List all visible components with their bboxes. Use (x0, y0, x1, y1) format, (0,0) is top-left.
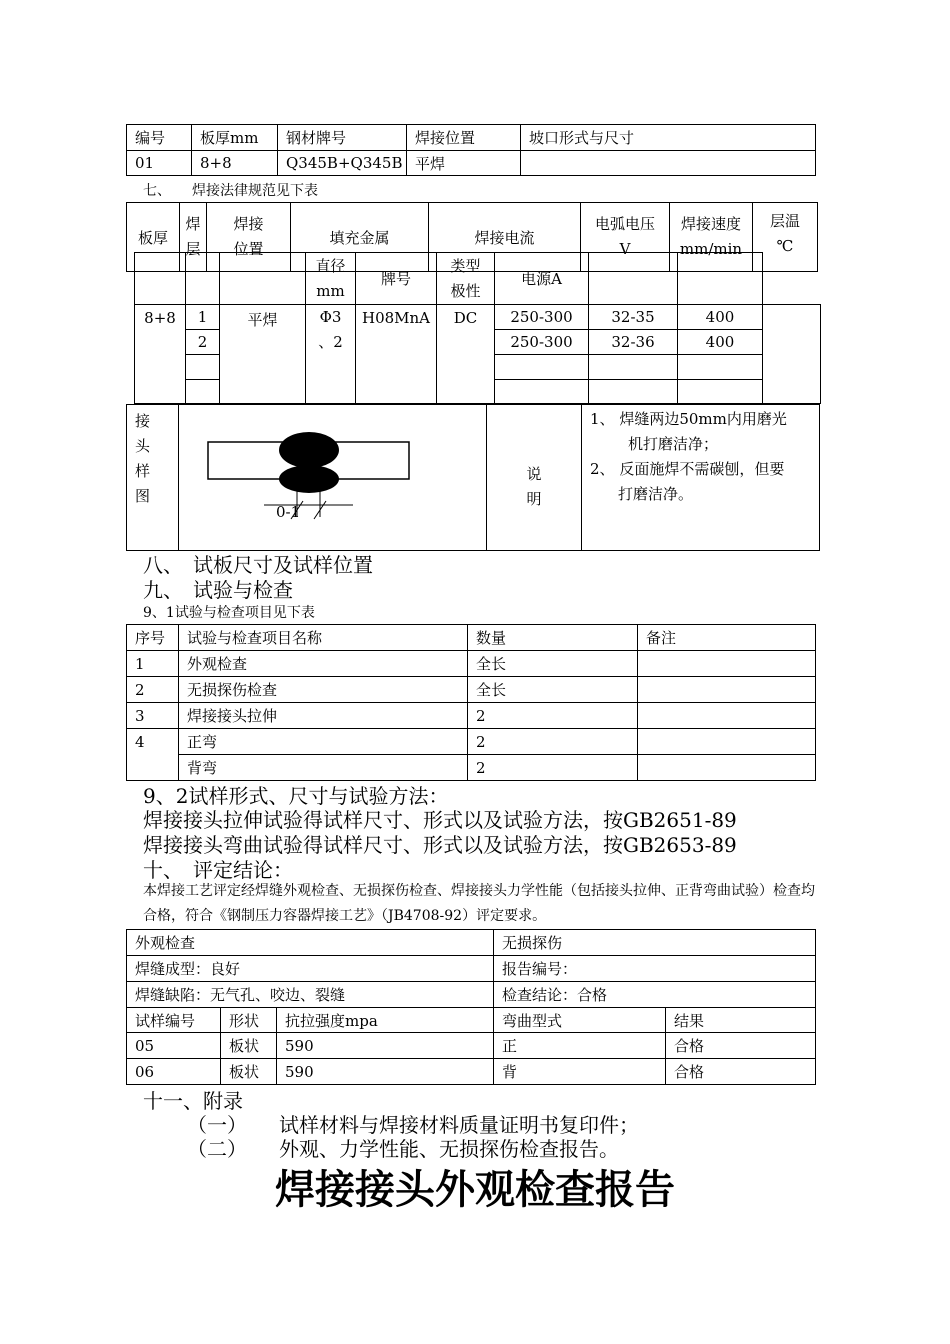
section-10-heading: 十、 评定结论： (143, 858, 293, 882)
blank-cell (186, 253, 220, 305)
data-speed: 400 (678, 305, 763, 330)
item-name: 外观检查 (179, 651, 468, 677)
notes-cell: 1、 焊缝两边50mm内用磨光 机打磨洁净； 2、 反面施焊不需碳刨，但要 打磨洁净。 (582, 405, 820, 551)
row-number: 2 (127, 677, 179, 703)
blank-cell (220, 253, 306, 305)
blank-cell (495, 355, 589, 380)
specimen-shape: 板状 (221, 1033, 277, 1059)
bend-method-line: 焊接接头弯曲试验得试样尺寸、形式以及试验方法，按GB2653-89 (143, 833, 737, 857)
sub-diameter: 直径 mm (306, 253, 356, 305)
section-9-2-heading: 9、2试样形式、尺寸与试验方法： (143, 784, 449, 808)
blank-cell (678, 355, 763, 380)
weld-shape: 焊缝成型：良好 (127, 956, 494, 982)
header-thickness: 板厚 (127, 203, 180, 272)
section-8-heading: 八、 试板尺寸及试样位置 (143, 553, 373, 577)
data-position: 平焊 (220, 305, 306, 404)
blank-cell (763, 253, 821, 305)
joint-sketch-cell (179, 405, 487, 551)
header-cell: 抗拉强度mpa (277, 1008, 494, 1033)
section-7-heading: 七、 焊接法律规范见下表 (143, 183, 318, 199)
conclusion-text: 本焊接工艺评定经焊缝外观检查、无损探伤检查、焊接接头力学性能（包括接头拉伸、正背弯曲试验）检查均合格，符合《钢制压力容器焊接工艺》（JB4708-92）评定要求。 (143, 883, 815, 924)
inspection-result: 检查结论：合格 (494, 982, 816, 1008)
specimen-shape: 板状 (221, 1059, 277, 1085)
item-remark (638, 755, 816, 781)
header-temp: 层温 ℃ (753, 203, 818, 272)
ndt-label: 无损探伤 (494, 930, 816, 956)
data-cell: 8+8 (192, 151, 278, 176)
blank-cell (678, 253, 763, 305)
gap-label: 0-1 (276, 503, 301, 521)
row-number: 1 (127, 651, 179, 677)
appendix-1-number: （一） (187, 1113, 247, 1137)
data-speed: 400 (678, 330, 763, 355)
header-cell: 焊接位置 (407, 125, 521, 151)
item-remark (638, 651, 816, 677)
item-quantity: 全长 (468, 677, 638, 703)
item-quantity: 2 (468, 703, 638, 729)
blank-cell (589, 380, 678, 404)
header-cell: 结果 (666, 1008, 816, 1033)
appendix-2-text: 外观、力学性能、无损探伤检查报告。 (279, 1137, 619, 1161)
header-cell: 试验与检查项目名称 (179, 625, 468, 651)
header-filler: 填充金属 (291, 203, 429, 272)
inspection-summary-table (126, 929, 816, 1085)
specimen-id: 06 (127, 1059, 221, 1085)
bend-type: 背 (494, 1059, 666, 1085)
header-voltage: 电弧电压 V (581, 203, 670, 272)
test-items-table (126, 624, 816, 781)
section-9-1-heading: 9、1试验与检查项目见下表 (143, 605, 315, 621)
blank-cell (186, 380, 220, 404)
appendix-2-number: （二） (187, 1137, 247, 1161)
data-current: 250-300 (495, 305, 589, 330)
sub-brand: 牌号 (356, 253, 437, 305)
item-quantity: 2 (468, 729, 638, 755)
data-cell (521, 151, 816, 176)
header-cell: 板厚mm (192, 125, 278, 151)
visual-inspection-label: 外观检查 (127, 930, 494, 956)
data-diameter: Φ3 、2 (306, 305, 356, 404)
data-voltage: 32-36 (589, 330, 678, 355)
blank-cell (135, 253, 186, 305)
weld-defects: 焊缝缺陷：无气孔、咬边、裂缝 (127, 982, 494, 1008)
data-layer: 2 (186, 330, 220, 355)
data-voltage: 32-35 (589, 305, 678, 330)
header-cell: 数量 (468, 625, 638, 651)
sub-type: 类型 极性 (437, 253, 495, 305)
header-current: 焊接电流 (429, 203, 581, 272)
header-position: 焊接 位置 (207, 203, 291, 272)
header-cell: 编号 (127, 125, 192, 151)
sub-source: 电源A (495, 253, 589, 305)
item-remark (638, 677, 816, 703)
welding-spec-body (134, 252, 821, 404)
item-quantity: 2 (468, 755, 638, 781)
item-remark (638, 703, 816, 729)
test-result: 合格 (666, 1033, 816, 1059)
header-cell: 形状 (221, 1008, 277, 1033)
blank-cell (186, 355, 220, 380)
appendix-1-text: 试样材料与焊接材料质量证明书复印件； (279, 1113, 639, 1137)
blank-cell (763, 305, 821, 404)
report-title: 焊接接头外观检查报告 (275, 1166, 675, 1213)
data-brand: H08MnA (356, 305, 437, 404)
item-name: 正弯 (179, 729, 468, 755)
joint-basic-table (126, 124, 816, 176)
item-name: 无损探伤检查 (179, 677, 468, 703)
item-name: 背弯 (179, 755, 468, 781)
blank-cell (678, 380, 763, 404)
blank-cell (495, 380, 589, 404)
data-current: 250-300 (495, 330, 589, 355)
report-number: 报告编号： (494, 956, 816, 982)
header-cell: 钢材牌号 (278, 125, 407, 151)
row-number: 4 (127, 729, 179, 781)
header-cell: 序号 (127, 625, 179, 651)
specimen-id: 05 (127, 1033, 221, 1059)
joint-label: 接 头 样 图 (127, 405, 179, 551)
test-result: 合格 (666, 1059, 816, 1085)
header-cell: 弯曲型式 (494, 1008, 666, 1033)
blank-cell (589, 355, 678, 380)
data-cell: Q345B+Q345B (278, 151, 407, 176)
data-cell: 平焊 (407, 151, 521, 176)
section-11-heading: 十一、附录 (143, 1089, 243, 1113)
header-layer: 焊 层 (180, 203, 207, 272)
blank-cell (589, 253, 678, 305)
data-thickness: 8+8 (135, 305, 186, 404)
header-speed: 焊接速度 mm/min (670, 203, 753, 272)
tensile-method-line: 焊接接头拉伸试验得试样尺寸、形式以及试验方法，按GB2651-89 (143, 808, 737, 832)
data-cell: 01 (127, 151, 192, 176)
note-label: 说 明 (487, 405, 582, 551)
data-type: DC (437, 305, 495, 404)
data-layer: 1 (186, 305, 220, 330)
item-quantity: 全长 (468, 651, 638, 677)
header-cell: 试样编号 (127, 1008, 221, 1033)
section-9-heading: 九、 试验与检查 (143, 578, 293, 602)
item-name: 焊接接头拉伸 (179, 703, 468, 729)
bend-type: 正 (494, 1033, 666, 1059)
joint-sketch-table (126, 404, 820, 551)
header-cell: 备注 (638, 625, 816, 651)
item-remark (638, 729, 816, 755)
weld-joint-diagram (179, 405, 487, 550)
header-cell: 坡口形式与尺寸 (521, 125, 816, 151)
row-number: 3 (127, 703, 179, 729)
tensile-strength: 590 (277, 1059, 494, 1085)
tensile-strength: 590 (277, 1033, 494, 1059)
